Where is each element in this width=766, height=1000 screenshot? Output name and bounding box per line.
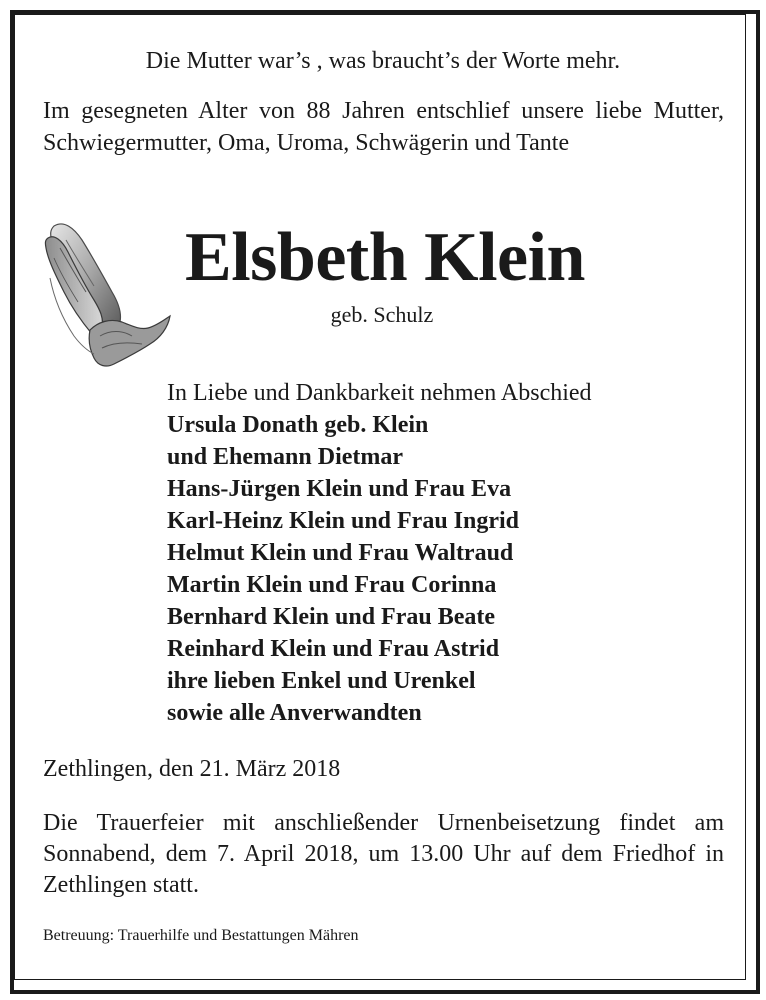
deceased-name: Elsbeth Klein [185, 219, 585, 296]
mourners-block [167, 377, 727, 729]
mourner-name: Martin Klein und Frau Corinna [167, 572, 497, 598]
mourner-name: Helmut Klein und Frau Waltraud [167, 540, 514, 566]
mourner-name: Ursula Donath geb. Klein [167, 412, 429, 438]
mourner-name: ihre lieben Enkel und Urenkel [167, 668, 476, 694]
mourners-lead: In Liebe und Dankbarkeit nehmen Abschied [167, 380, 592, 406]
motto: Die Mutter war’s , was braucht’s der Worte mehr. [145, 48, 621, 74]
mourner-name: sowie alle Anverwandten [167, 700, 422, 726]
maiden-name: geb. Schulz [330, 302, 434, 327]
mourner-name: Bernhard Klein und Frau Beate [167, 604, 496, 630]
mourner-name: Karl-Heinz Klein und Frau Ingrid [167, 508, 520, 534]
praying-hands-icon [40, 218, 172, 370]
place-date: Zethlingen, den 21. März 2018 [43, 756, 341, 782]
mourner-name: Hans-Jürgen Klein und Frau Eva [167, 476, 512, 502]
funeral-service-text: Die Trauerfeier mit anschließender Urnenbeisetzung findet am Sonnabend, dem 7. April 2018, um 13.00 Uhr auf dem Friedhof in Zethlingen statt. [43, 810, 724, 898]
mourner-name: und Ehemann Dietmar [167, 444, 404, 470]
intro-text: Im gesegneten Alter von 88 Jahren entschlief unsere liebe Mutter, Schwiegermutter, Oma, Uroma, Schwägerin und Tante [43, 98, 724, 156]
mourner-name: Reinhard Klein und Frau Astrid [167, 636, 500, 662]
undertaker-credit: Betreuung: Trauerhilfe und Bestattungen Mähren [43, 927, 359, 944]
